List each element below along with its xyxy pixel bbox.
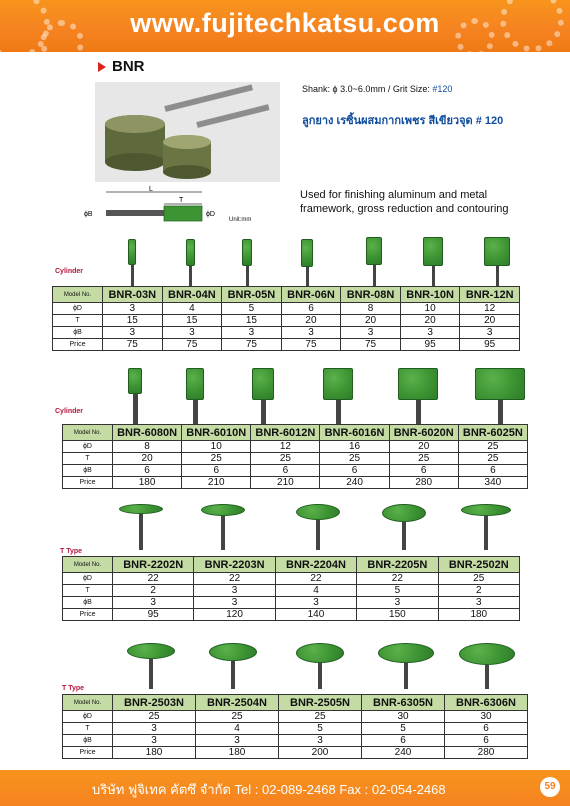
row-label: Price [63,609,113,621]
table-cell: 3 [103,303,163,315]
table-row [63,597,520,609]
site-url[interactable]: www.fujitechkatsu.com [130,8,440,38]
table-cell: 25 [320,453,389,465]
row-label: ϕB [63,597,113,609]
row-label: Price [63,747,113,759]
model-header: BNR-12N [460,287,520,303]
table-cell: 180 [113,747,196,759]
table-cell: 25 [438,573,519,585]
table-cell: 6 [362,735,445,747]
row-label: ϕD [63,573,113,585]
diagram-label-phib: ϕB [84,211,93,218]
table-row [63,735,528,747]
table-cell: 140 [275,609,356,621]
spec-table-cylinder-large [62,424,528,489]
table-cell: 6 [445,723,528,735]
row-label: T [53,315,103,327]
tool-illustration [128,368,142,424]
table-cell: 240 [362,747,445,759]
tool-illustration [209,643,257,689]
table-cell: 240 [320,477,389,489]
usage-description: Used for finishing aluminum and metal framework, gross reduction and contouring [300,189,509,215]
table-cell: 22 [357,573,438,585]
table-row [53,327,520,339]
row-label: ϕD [63,711,113,723]
table-cell: 10 [182,441,251,453]
model-header: BNR-2504N [196,695,279,711]
table-cell: 25 [458,453,527,465]
table-cell: 5 [357,585,438,597]
tool-illustration [242,239,252,288]
table-cell: 180 [113,477,182,489]
section-label-cylinder: Cylinder [55,268,84,275]
model-header: BNR-6020N [389,425,458,441]
table-cell: 12 [251,441,320,453]
table-cell: 95 [460,339,520,351]
table-cell: 3 [460,327,520,339]
table-cell: 6 [389,465,458,477]
table-cell: 95 [113,609,194,621]
row-label: T [63,723,113,735]
table-row [63,477,528,489]
table-cell: 3 [162,327,222,339]
table-cell: 8 [341,303,401,315]
table-cell: 3 [281,327,341,339]
table-cell: 2 [438,585,519,597]
table-cell: 30 [445,711,528,723]
table-cell: 20 [389,441,458,453]
table-cell: 3 [275,597,356,609]
spec-table-cylinder-small [52,286,520,351]
table-cell: 3 [400,327,460,339]
model-header: BNR-2503N [113,695,196,711]
model-no-header: Model No. [63,695,113,711]
table-cell: 25 [279,711,362,723]
tool-illustration [128,239,136,287]
row-label: ϕD [53,303,103,315]
table-row [63,441,528,453]
thai-description: ลูกยาง เรซิ้นผสมกากเพชร สีเขียวจุด # 120 [302,115,504,127]
model-header: BNR-03N [103,287,163,303]
spec-grit: #120 [432,84,453,94]
table-row [53,339,520,351]
model-header: BNR-05N [222,287,282,303]
tool-illustration [461,504,511,550]
model-header: BNR-2202N [113,557,194,573]
table-row [53,315,520,327]
row-label: ϕD [63,441,113,453]
table-cell: 5 [222,303,282,315]
tool-illustration [186,239,195,288]
table-cell: 280 [389,477,458,489]
model-header: BNR-2505N [279,695,362,711]
table-cell: 3 [438,597,519,609]
table-cell: 95 [400,339,460,351]
table-cell: 25 [251,453,320,465]
section-label-cylinder: Cylinder [55,408,84,415]
table-cell: 3 [341,327,401,339]
table-cell: 3 [103,327,163,339]
footer-banner [0,770,570,806]
table-cell: 15 [222,315,282,327]
unit-label: Unit:mm [229,217,252,223]
table-cell: 20 [460,315,520,327]
model-header: BNR-2204N [275,557,356,573]
row-label: T [63,585,113,597]
table-row [63,465,528,477]
page-number: 59 [540,777,560,797]
tool-illustration [296,504,340,550]
table-cell: 20 [400,315,460,327]
table-cell: 180 [196,747,279,759]
model-header: BNR-6025N [458,425,527,441]
table-cell: 20 [341,315,401,327]
table-cell: 6 [113,465,182,477]
table-row [53,303,520,315]
table-cell: 3 [196,735,279,747]
table-cell: 3 [194,585,275,597]
model-no-header: Model No. [53,287,103,303]
table-row [63,723,528,735]
table-cell: 340 [458,477,527,489]
model-header: BNR-2203N [194,557,275,573]
row-label: T [63,453,113,465]
table-cell: 4 [196,723,279,735]
table-cell: 75 [281,339,341,351]
tool-illustration [459,643,515,689]
table-cell: 120 [194,609,275,621]
table-cell: 3 [113,735,196,747]
tool-illustration [186,368,204,424]
tool-illustration [423,237,443,288]
diagram-label-l: L [149,186,153,193]
table-cell: 15 [103,315,163,327]
shank-spec [302,84,452,94]
header-banner [0,0,570,52]
table-cell: 280 [445,747,528,759]
tool-illustration [382,504,426,550]
spec-prefix: Shank: [302,84,333,94]
table-cell: 180 [438,609,519,621]
table-row [63,585,520,597]
table-cell: 6 [251,465,320,477]
title-arrow-icon [98,62,106,72]
table-cell: 5 [279,723,362,735]
dimension-diagram [84,186,224,228]
table-cell: 6 [445,735,528,747]
tool-illustration [201,504,245,550]
model-header: BNR-6080N [113,425,182,441]
row-label: ϕB [53,327,103,339]
table-cell: 25 [182,453,251,465]
row-label: ϕB [63,735,113,747]
table-cell: 3 [222,327,282,339]
table-row [63,711,528,723]
table-cell: 25 [458,441,527,453]
table-cell: 150 [357,609,438,621]
table-cell: 3 [279,735,362,747]
diagram-label-phid: ϕD [206,211,215,218]
table-row [63,573,520,585]
tool-illustration [296,643,344,689]
table-cell: 10 [400,303,460,315]
model-header: BNR-6306N [445,695,528,711]
diagram-label-t: T [179,197,184,204]
table-cell: 22 [194,573,275,585]
section-label-t-type: T Type [62,685,85,692]
row-label: Price [53,339,103,351]
row-label: Price [63,477,113,489]
table-cell: 25 [196,711,279,723]
model-header: BNR-2205N [357,557,438,573]
tool-illustration [252,368,274,424]
table-cell: 75 [222,339,282,351]
model-header: BNR-6010N [182,425,251,441]
tool-illustration [475,368,525,424]
table-cell: 3 [113,723,196,735]
table-cell: 12 [460,303,520,315]
table-cell: 22 [275,573,356,585]
table-cell: 20 [113,453,182,465]
spec-table-t-type-25 [62,694,528,759]
model-header: BNR-08N [341,287,401,303]
tool-illustration [119,504,163,550]
table-cell: 6 [182,465,251,477]
model-header: BNR-6016N [320,425,389,441]
spec-shank: ϕ 3.0~6.0mm / Grit Size: [332,84,433,94]
table-cell: 6 [458,465,527,477]
table-cell: 75 [341,339,401,351]
table-cell: 4 [162,303,222,315]
model-header: BNR-2502N [438,557,519,573]
model-header: BNR-6305N [362,695,445,711]
table-cell: 15 [162,315,222,327]
row-label: ϕB [63,465,113,477]
table-cell: 3 [357,597,438,609]
table-cell: 3 [113,597,194,609]
table-cell: 25 [389,453,458,465]
tool-illustration [484,237,510,288]
table-cell: 4 [275,585,356,597]
tool-illustration [127,643,175,689]
table-cell: 200 [279,747,362,759]
table-row [63,609,520,621]
table-row [63,453,528,465]
table-cell: 25 [113,711,196,723]
product-photo [95,82,280,182]
model-header: BNR-04N [162,287,222,303]
table-cell: 6 [320,465,389,477]
footer-contact: บริษัท ฟูจิเทค คัตซึ จำกัด Tel : 02-089-2468 Fax : 02-054-2468 [92,782,446,797]
tool-illustration [398,368,438,424]
model-header: BNR-6012N [251,425,320,441]
table-cell: 5 [362,723,445,735]
tool-illustration [323,368,353,424]
table-cell: 22 [113,573,194,585]
section-label-t-type: T Type [60,548,83,555]
tool-illustration [301,239,313,289]
tool-illustration [366,237,382,287]
table-cell: 16 [320,441,389,453]
table-row [63,747,528,759]
table-cell: 210 [182,477,251,489]
model-no-header: Model No. [63,425,113,441]
spec-table-t-type-22 [62,556,520,621]
table-cell: 8 [113,441,182,453]
table-cell: 75 [162,339,222,351]
product-title: BNR [112,58,145,75]
table-cell: 2 [113,585,194,597]
model-no-header: Model No. [63,557,113,573]
model-header: BNR-10N [400,287,460,303]
table-cell: 75 [103,339,163,351]
tool-illustration [378,643,434,689]
table-cell: 210 [251,477,320,489]
table-cell: 3 [194,597,275,609]
table-cell: 20 [281,315,341,327]
table-cell: 6 [281,303,341,315]
model-header: BNR-06N [281,287,341,303]
table-cell: 30 [362,711,445,723]
